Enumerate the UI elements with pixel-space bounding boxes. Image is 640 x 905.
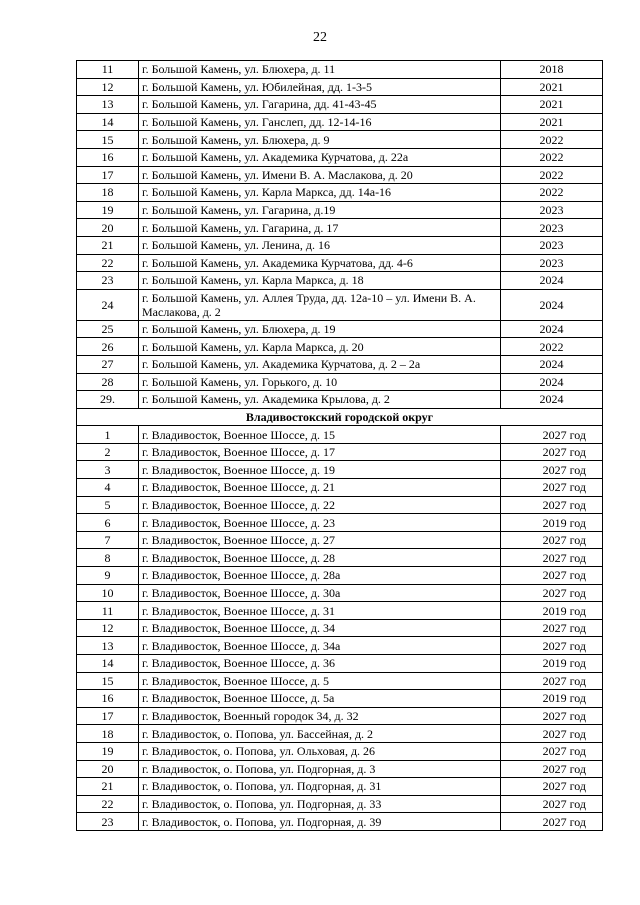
table-row [77, 813, 603, 831]
address-cell: г. Владивосток, о. Попова, ул. Подгорная, д. 33 [139, 795, 501, 813]
table-row [77, 391, 603, 409]
address-cell: г. Большой Камень, ул. Горького, д. 10 [139, 373, 501, 391]
address-cell: г. Владивосток, о. Попова, ул. Ольховая, д. 26 [139, 742, 501, 760]
address-cell: г. Владивосток, Военный городок 34, д. 32 [139, 707, 501, 725]
table-row [77, 514, 603, 532]
table-row [77, 184, 603, 202]
address-cell: г. Владивосток, Военное Шоссе, д. 17 [139, 443, 501, 461]
year-cell: 2022 [501, 338, 603, 356]
address-cell: г. Владивосток, Военное Шоссе, д. 31 [139, 602, 501, 620]
row-number: 19 [77, 742, 139, 760]
address-cell: г. Большой Камень, ул. Карла Маркса, дд. 14а-16 [139, 184, 501, 202]
table-row [77, 584, 603, 602]
section-title: Владивостокский городской округ [77, 408, 603, 426]
table-row [77, 443, 603, 461]
address-cell: г. Владивосток, Военное Шоссе, д. 28а [139, 567, 501, 585]
table-row [77, 201, 603, 219]
address-cell: г. Владивосток, Военное Шоссе, д. 23 [139, 514, 501, 532]
row-number: 13 [77, 96, 139, 114]
address-cell: г. Владивосток, Военное Шоссе, д. 5 [139, 672, 501, 690]
address-cell: г. Владивосток, Военное Шоссе, д. 34 [139, 619, 501, 637]
address-cell: г. Большой Камень, ул. Гагарина, дд. 41-43-45 [139, 96, 501, 114]
year-cell: 2021 [501, 96, 603, 114]
table-row [77, 549, 603, 567]
table-row [77, 619, 603, 637]
row-number: 18 [77, 184, 139, 202]
row-number: 11 [77, 61, 139, 79]
row-number: 25 [77, 320, 139, 338]
year-cell: 2027 год [501, 426, 603, 444]
table-row [77, 725, 603, 743]
table-row [77, 655, 603, 673]
address-cell: г. Большой Камень, ул. Академика Курчатова, д. 2 – 2а [139, 355, 501, 373]
year-cell: 2021 [501, 113, 603, 131]
table-row [77, 289, 603, 320]
row-number: 24 [77, 289, 139, 320]
table-row [77, 320, 603, 338]
year-cell: 2027 год [501, 443, 603, 461]
year-cell: 2027 год [501, 461, 603, 479]
year-cell: 2027 год [501, 567, 603, 585]
row-number: 26 [77, 338, 139, 356]
table-row [77, 338, 603, 356]
table-row [77, 355, 603, 373]
row-number: 18 [77, 725, 139, 743]
row-number: 17 [77, 166, 139, 184]
row-number: 16 [77, 690, 139, 708]
row-number: 21 [77, 778, 139, 796]
table-row [77, 461, 603, 479]
row-number: 16 [77, 148, 139, 166]
row-number: 7 [77, 531, 139, 549]
row-number: 9 [77, 567, 139, 585]
address-cell: г. Большой Камень, ул. Гагарина, д. 17 [139, 219, 501, 237]
housing-repair-table [76, 60, 603, 831]
address-cell: г. Большой Камень, ул. Академика Крылова, д. 2 [139, 391, 501, 409]
year-cell: 2027 год [501, 584, 603, 602]
table-row [77, 707, 603, 725]
year-cell: 2023 [501, 254, 603, 272]
year-cell: 2027 год [501, 479, 603, 497]
address-cell: г. Владивосток, о. Попова, ул. Подгорная, д. 3 [139, 760, 501, 778]
table-row [77, 637, 603, 655]
year-cell: 2027 год [501, 637, 603, 655]
table-row [77, 496, 603, 514]
row-number: 23 [77, 813, 139, 831]
table-row [77, 567, 603, 585]
address-cell: г. Владивосток, Военное Шоссе, д. 27 [139, 531, 501, 549]
year-cell: 2021 [501, 78, 603, 96]
address-cell: г. Владивосток, Военное Шоссе, д. 36 [139, 655, 501, 673]
row-number: 19 [77, 201, 139, 219]
year-cell: 2027 год [501, 778, 603, 796]
year-cell: 2024 [501, 373, 603, 391]
address-cell: г. Большой Камень, ул. Академика Курчатова, д. 22а [139, 148, 501, 166]
row-number: 28 [77, 373, 139, 391]
address-cell: г. Большой Камень, ул. Ганслеп, дд. 12-14-16 [139, 113, 501, 131]
row-number: 29. [77, 391, 139, 409]
address-cell: г. Владивосток, Военное Шоссе, д. 22 [139, 496, 501, 514]
row-number: 22 [77, 795, 139, 813]
table-row [77, 760, 603, 778]
year-cell: 2024 [501, 272, 603, 290]
table-row [77, 166, 603, 184]
year-cell: 2023 [501, 201, 603, 219]
table-row [77, 672, 603, 690]
row-number: 15 [77, 131, 139, 149]
row-number: 8 [77, 549, 139, 567]
section-header-row [77, 408, 603, 426]
year-cell: 2024 [501, 320, 603, 338]
address-cell: г. Большой Камень, ул. Блюхера, д. 9 [139, 131, 501, 149]
table-row [77, 426, 603, 444]
table-row [77, 96, 603, 114]
year-cell: 2027 год [501, 707, 603, 725]
address-cell: г. Большой Камень, ул. Имени В. А. Маслакова, д. 20 [139, 166, 501, 184]
address-cell: г. Владивосток, о. Попова, ул. Подгорная, д. 31 [139, 778, 501, 796]
page-number: 22 [313, 30, 327, 45]
year-cell: 2027 год [501, 760, 603, 778]
row-number: 2 [77, 443, 139, 461]
address-cell: г. Владивосток, Военное Шоссе, д. 19 [139, 461, 501, 479]
row-number: 17 [77, 707, 139, 725]
table-row [77, 254, 603, 272]
year-cell: 2027 год [501, 813, 603, 831]
table-row [77, 236, 603, 254]
table-row [77, 113, 603, 131]
table-row [77, 778, 603, 796]
row-number: 1 [77, 426, 139, 444]
row-number: 21 [77, 236, 139, 254]
row-number: 22 [77, 254, 139, 272]
year-cell: 2027 год [501, 725, 603, 743]
year-cell: 2019 год [501, 655, 603, 673]
year-cell: 2019 год [501, 602, 603, 620]
year-cell: 2027 год [501, 496, 603, 514]
row-number: 13 [77, 637, 139, 655]
row-number: 15 [77, 672, 139, 690]
table-row [77, 148, 603, 166]
address-cell: г. Большой Камень, ул. Аллея Труда, дд. 12а-10 – ул. Имени В. А. Маслакова, д. 2 [139, 289, 501, 320]
year-cell: 2023 [501, 219, 603, 237]
row-number: 14 [77, 655, 139, 673]
year-cell: 2018 [501, 61, 603, 79]
address-cell: г. Владивосток, Военное Шоссе, д. 5а [139, 690, 501, 708]
address-cell: г. Большой Камень, ул. Академика Курчатова, дд. 4-6 [139, 254, 501, 272]
row-number: 10 [77, 584, 139, 602]
row-number: 5 [77, 496, 139, 514]
row-number: 14 [77, 113, 139, 131]
year-cell: 2024 [501, 289, 603, 320]
year-cell: 2019 год [501, 690, 603, 708]
address-cell: г. Большой Камень, ул. Блюхера, д. 19 [139, 320, 501, 338]
table-row [77, 479, 603, 497]
table-row [77, 602, 603, 620]
row-number: 20 [77, 219, 139, 237]
row-number: 20 [77, 760, 139, 778]
row-number: 12 [77, 619, 139, 637]
year-cell: 2027 год [501, 672, 603, 690]
address-cell: г. Владивосток, Военное Шоссе, д. 21 [139, 479, 501, 497]
table-row [77, 131, 603, 149]
table-row [77, 219, 603, 237]
row-number: 27 [77, 355, 139, 373]
address-cell: г. Владивосток, Военное Шоссе, д. 30а [139, 584, 501, 602]
year-cell: 2027 год [501, 795, 603, 813]
table-row [77, 272, 603, 290]
address-cell: г. Владивосток, о. Попова, ул. Подгорная, д. 39 [139, 813, 501, 831]
address-cell: г. Большой Камень, ул. Гагарина, д.19 [139, 201, 501, 219]
table-row [77, 373, 603, 391]
address-cell: г. Большой Камень, ул. Блюхера, д. 11 [139, 61, 501, 79]
table-row [77, 78, 603, 96]
year-cell: 2022 [501, 148, 603, 166]
table-row [77, 795, 603, 813]
year-cell: 2024 [501, 391, 603, 409]
address-cell: г. Владивосток, Военное Шоссе, д. 34а [139, 637, 501, 655]
row-number: 12 [77, 78, 139, 96]
year-cell: 2027 год [501, 742, 603, 760]
table-row [77, 61, 603, 79]
table-row [77, 742, 603, 760]
year-cell: 2022 [501, 184, 603, 202]
year-cell: 2023 [501, 236, 603, 254]
row-number: 11 [77, 602, 139, 620]
address-cell: г. Большой Камень, ул. Ленина, д. 16 [139, 236, 501, 254]
year-cell: 2027 год [501, 531, 603, 549]
row-number: 6 [77, 514, 139, 532]
row-number: 4 [77, 479, 139, 497]
address-cell: г. Владивосток, о. Попова, ул. Бассейная, д. 2 [139, 725, 501, 743]
year-cell: 2019 год [501, 514, 603, 532]
address-cell: г. Владивосток, Военное Шоссе, д. 15 [139, 426, 501, 444]
address-cell: г. Большой Камень, ул. Юбилейная, дд. 1-3-5 [139, 78, 501, 96]
table-row [77, 690, 603, 708]
address-cell: г. Большой Камень, ул. Карла Маркса, д. 18 [139, 272, 501, 290]
year-cell: 2027 год [501, 619, 603, 637]
row-number: 23 [77, 272, 139, 290]
table-row [77, 531, 603, 549]
address-cell: г. Владивосток, Военное Шоссе, д. 28 [139, 549, 501, 567]
year-cell: 2027 год [501, 549, 603, 567]
address-cell: г. Большой Камень, ул. Карла Маркса, д. 20 [139, 338, 501, 356]
table-body [77, 61, 603, 831]
row-number: 3 [77, 461, 139, 479]
year-cell: 2022 [501, 131, 603, 149]
year-cell: 2024 [501, 355, 603, 373]
year-cell: 2022 [501, 166, 603, 184]
